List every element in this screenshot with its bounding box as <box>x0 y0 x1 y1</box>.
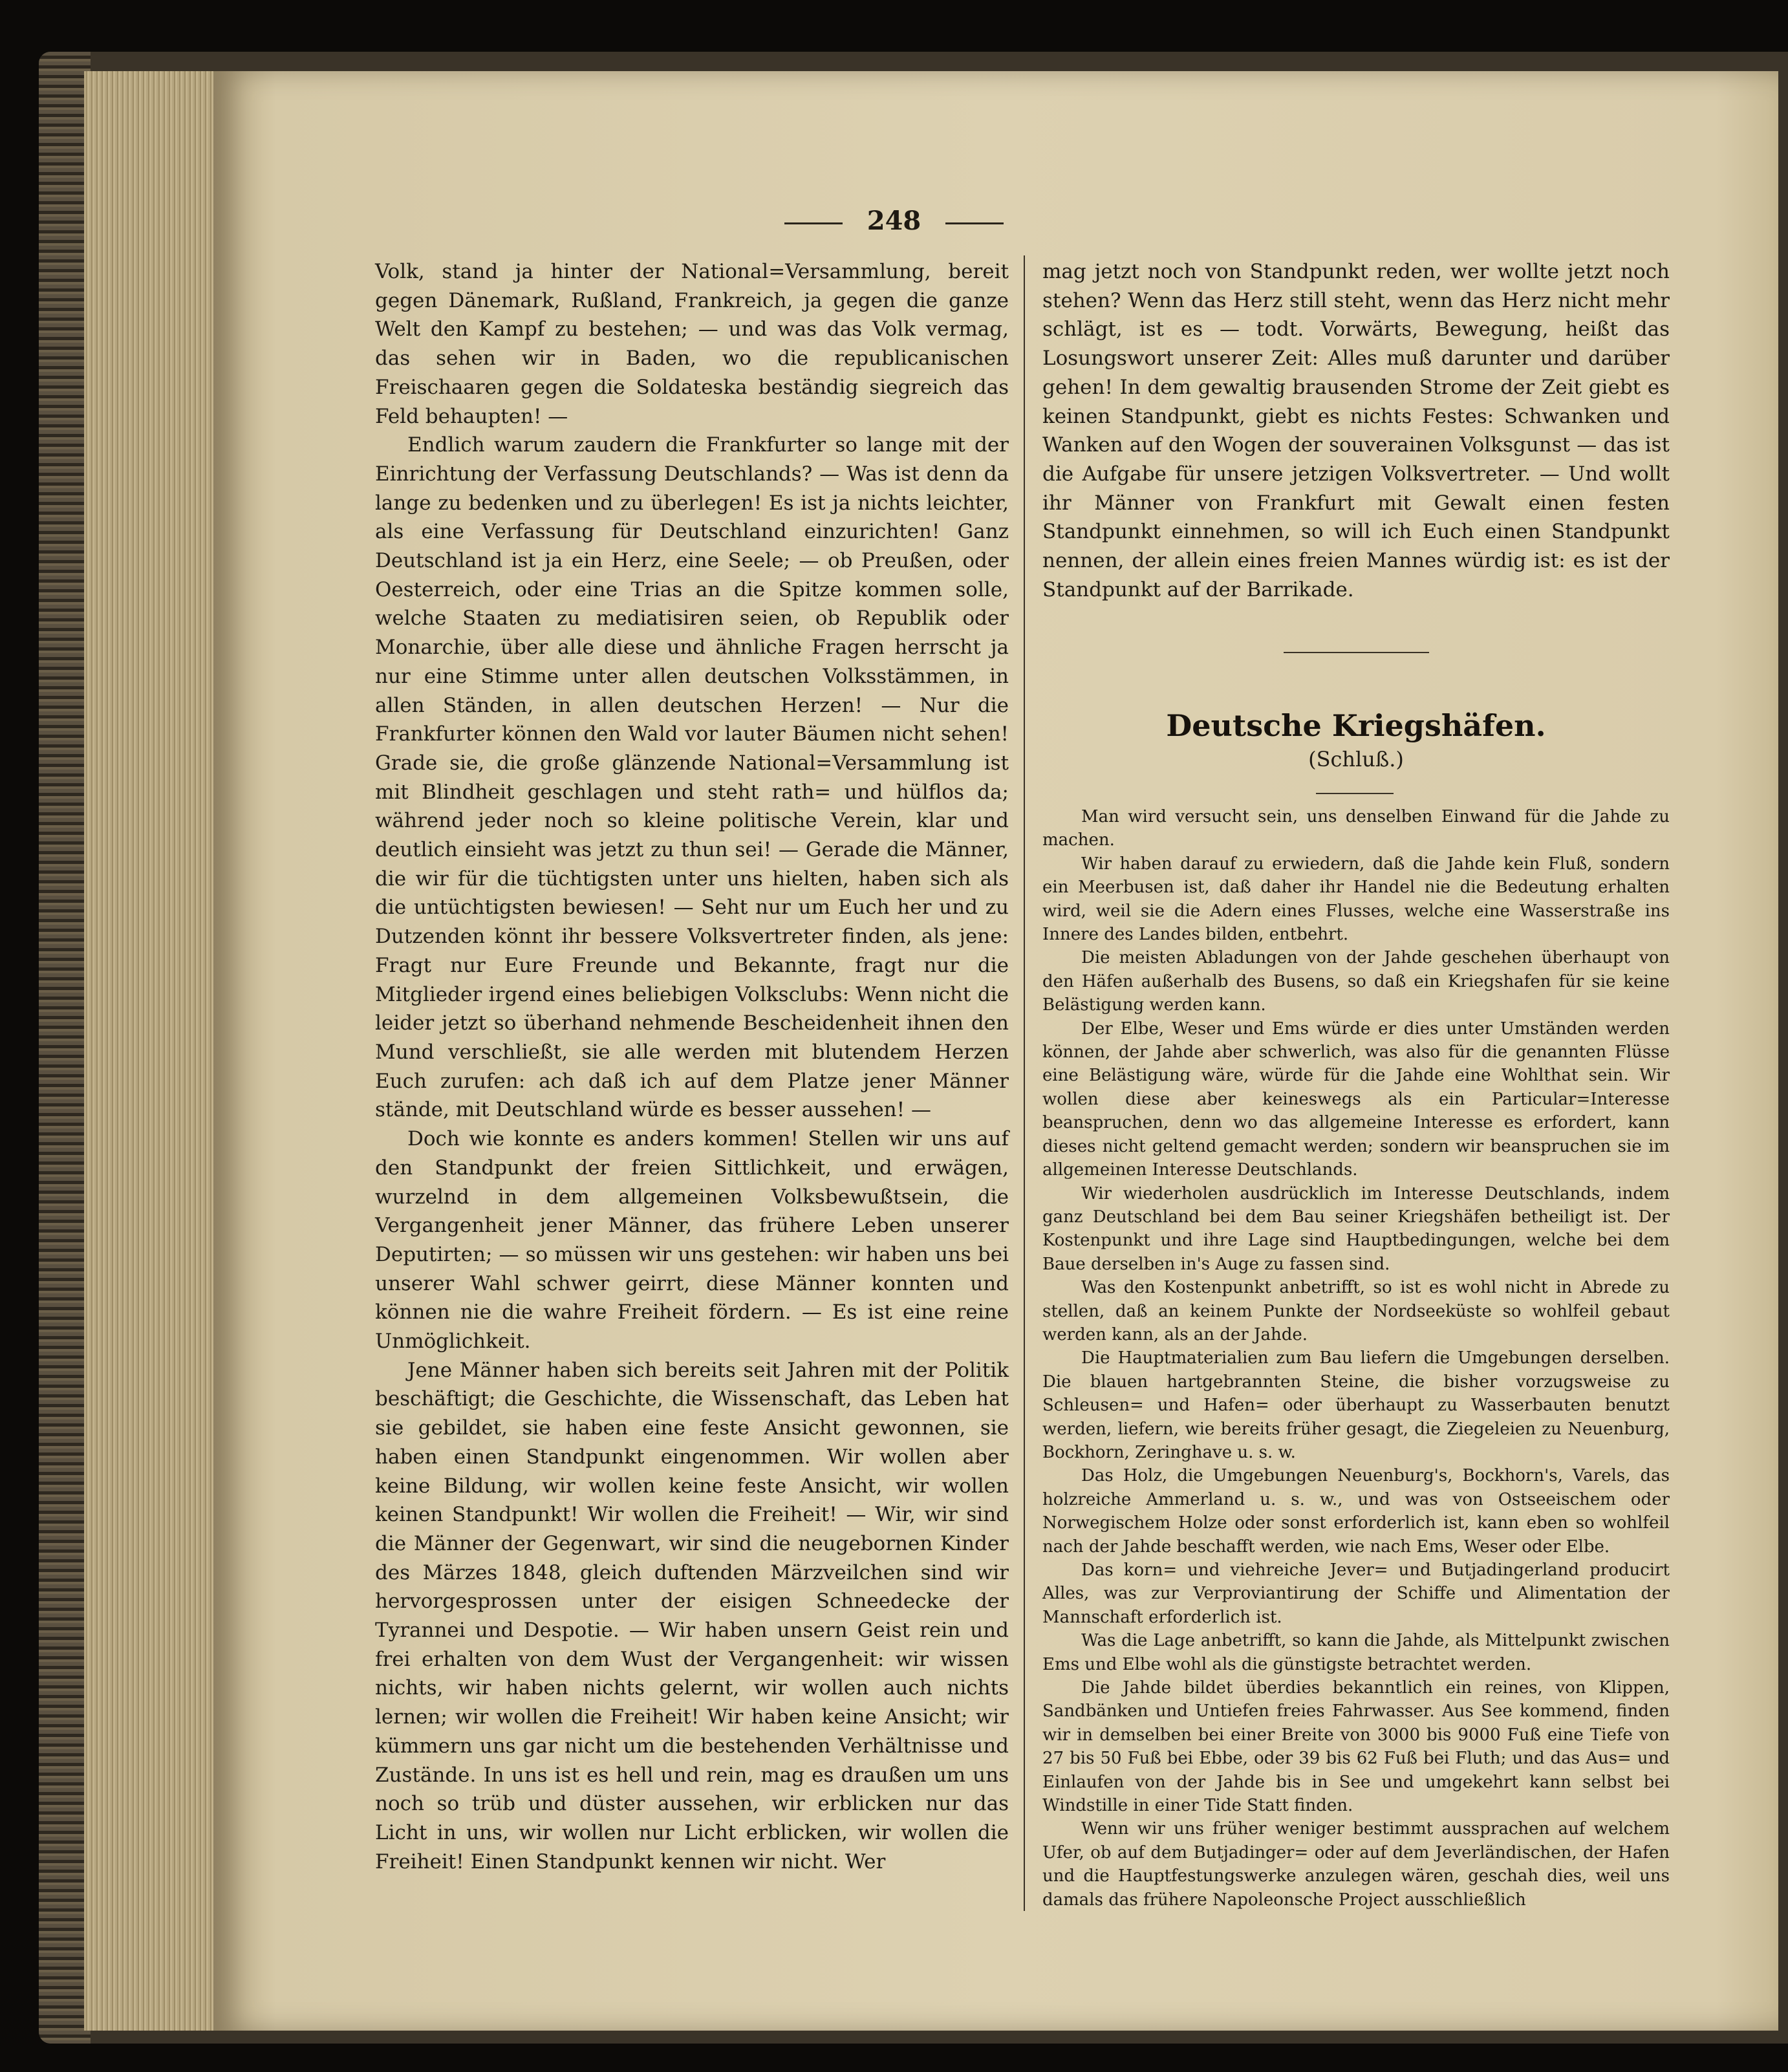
article-paragraph: Man wird versucht sein, uns denselben Einwand für die Jahde zu machen. <box>1042 807 1670 850</box>
article-paragraph: Wir haben darauf zu erwiedern, daß die Jahde kein Fluß, sondern ein Meerbusen ist, daß daher ihr Handel nie die Bedeutung erhalten wird, weil sie die Adern eines Flusses, welche eine Wasserstraße ins Innere des Landes bilden, entbehrt. <box>1042 854 1670 945</box>
right-paragraph: mag jetzt noch von Standpunkt reden, wer wollte jetzt noch stehen? Wenn das Herz still steht, wenn das Herz nicht mehr schlägt, ist es — todt. Vorwärts, Bewegung, heißt das Losungswort unserer Zeit: Alles muß darunter und darüber gehen! In dem gewaltig brausenden Strome der Zeit giebt es keinen Standpunkt, giebt es nichts Festes: Schwanken und Wanken auf den Wogen der souverainen Volksgunst — das ist die Aufgabe für unsere jetzigen Volksvertreter. — Und wollt ihr Männer von Frankfurt mit Gewalt einen festen Standpunkt einnehmen, so will ich Euch einen Standpunkt nennen, der allein eines freien Mannes würdig ist: es ist der Standpunkt auf der Barrikade. <box>1042 260 1670 601</box>
column-divider <box>1024 255 1025 1911</box>
article-subtitle: (Schluß.) <box>1308 747 1404 772</box>
left-paragraph: Endlich warum zaudern die Frankfurter so lange mit der Einrichtung der Verfassung Deutschlands? — Was ist denn da lange zu bedenken und zu überlegen! Es ist ja nichts leichter, als eine Verfassung für Deutschland einzurichten! Ganz Deutschland ist ja ein Herz, eine Seele; — ob Preußen, oder Oesterreich, oder eine Trias an die Spitze kommen solle, welche Staaten zu mediatisiren seien, ob Republik oder Monarchie, über alle diese und ähnliche Fragen herrscht ja nur eine Stimme unter allen deutschen Volksstämmen, in allen Ständen, in allen deutschen Herzen! — Nur die Frankfurter können den Wald vor lauter Bäumen nicht sehen! Grade sie, die große glänzende National=Versammlung ist mit Blindheit geschlagen und steht rath= und hülflos da; während jeder noch so kleine politische Verein, klar und deutlich einsieht was jetzt zu thun sei! — Gerade die Männer, die wir für die tüchtigsten unter uns hielten, haben sich als die untüchtigsten bewiesen! — Seht nur um Euch her und zu Dutzenden könnt ihr bessere Volksvertreter finden, als jene: Fragt nur Eure Freunde und Bekannte, fragt nur die Mitglieder irgend eines beliebigen Volksclubs: Wenn nicht die leider jetzt so überhand nehmende Bescheidenheit ihnen den Mund verschließt, sie alle werden mit blutendem Herzen Euch zurufen: ach daß ich auf dem Platze jener Männer stände, mit Deutschland würde es besser aussehen! — <box>375 433 1009 1122</box>
article-paragraph: Die Jahde bildet überdies bekanntlich ein reines, von Klippen, Sandbänken und Untiefen freies Fahrwasser. Aus See kommend, finden wir in demselben bei einer Breite von 3000 bis 9000 Fuß eine Tiefe von 27 bis 50 Fuß bei Ebbe, oder 39 bis 62 Fuß bei Fluth; und das Aus= und Einlaufen von der Jahde bis in See und umgekehrt kann selbst bei Windstille in einer Tide Statt finden. <box>1042 1678 1670 1816</box>
right-column-continuation <box>1042 257 1670 604</box>
article-paragraph: Der Elbe, Weser und Ems würde er dies unter Umständen werden können, der Jahde aber schwerlich, was also für die genannten Flüsse eine Belästigung wäre, würde für die Jahde eine Wohlthat sein. Wir wollen diese aber keineswegs als ein Particular=Interesse beanspruchen, denn wo das allgemeine Interesse es erfordert, kann dieses nicht geltend gemacht werden; sondern wir beanspruchen sie im allgemeinen Interesse Deutschlands. <box>1042 1019 1670 1180</box>
article-paragraph: Die Hauptmaterialien zum Bau liefern die Umgebungen derselben. Die blauen hartgebrannten Steine, die bisher vorzugsweise zu Schleusen= und Hafen= oder überhaupt zu Wasserbauten benutzt werden, liefern, wie bereits früher gesagt, die Ziegeleien zu Neuenburg, Bockhorn, Zeringhave u. s. w. <box>1042 1348 1670 1462</box>
book-spine-edge <box>39 52 91 2044</box>
left-paragraph: Doch wie konnte es anders kommen! Stellen wir uns auf den Standpunkt der freien Sittlichkeit, und erwägen, wurzelnd in dem allgemeinen Volksbewußtsein, die Vergangenheit jener Männer, das frühere Leben unserer Deputirten; — so müssen wir uns gestehen: wir haben uns bei unserer Wahl schwer geirrt, diese Männer konnten und können nie die wahre Freiheit fördern. — Es ist eine reine Unmöglichkeit. <box>375 1127 1009 1354</box>
article-paragraph: Das korn= und viehreiche Jever= und Butjadingerland producirt Alles, was zur Verproviantirung der Schiffe und Alimentation der Mannschaft erforderlich ist. <box>1042 1560 1670 1627</box>
page-number: 248 <box>867 206 921 236</box>
left-paragraph: Volk, stand ja hinter der National=Versammlung, bereit gegen Dänemark, Rußland, Frankreich, ja gegen die ganze Welt den Kampf zu bestehen; — und was das Volk vermag, das sehen wir in Baden, wo die republicanischen Freischaaren gegen die Soldateska beständig siegreich das Feld behaupten! — <box>375 260 1009 428</box>
article-paragraph: Die meisten Abladungen von der Jahde geschehen überhaupt von den Häfen außerhalb des Busens, so daß ein Kriegshafen für sie keine Belästigung werden kann. <box>1042 948 1670 1015</box>
page-header <box>0 206 1788 236</box>
title-underline <box>1316 793 1394 794</box>
header-rule-left <box>784 222 843 224</box>
left-column <box>375 257 1009 1876</box>
article-body <box>1042 805 1670 1912</box>
left-paragraph: Jene Männer haben sich bereits seit Jahren mit der Politik beschäftigt; die Geschichte, die Wissenschaft, das Leben hat sie gebildet, sie haben eine feste Ansicht gewonnen, sie haben einen Standpunkt eingenommen. Wir wollen aber keine Bildung, wir wollen keine feste Ansicht, wir wollen keinen Standpunkt! Wir wollen die Freiheit! — Wir, wir sind die Männer der Gegenwart, wir sind die neugebornen Kinder des Märzes 1848, gleich duftenden Märzveilchen sind wir hervorgesprossen unter der eisigen Schneedecke der Tyrannei und Despotie. — Wir haben unsern Geist rein und frei erhalten von dem Wust der Vergangenheit: wir wissen nichts, wir haben nichts gelernt, wir wollen auch nichts lernen; wir wollen die Freiheit! Wir haben keine Ansicht; wir kümmern uns gar nicht um die bestehenden Verhältnisse und Zustände. In uns ist es hell und rein, mag es draußen um uns noch so trüb und düster aussehen, wir erblicken nur das Licht in uns, wir wollen nur Licht erblicken, wir wollen die Freiheit! Einen Standpunkt kennen wir nicht. Wer <box>375 1358 1009 1873</box>
article-paragraph: Das Holz, die Umgebungen Neuenburg's, Bockhorn's, Varels, das holzreiche Ammerland u. s. w., und was von Ostseeischem oder Norwegischem Holze oder sonst erforderlich ist, kann eben so wohlfeil nach der Jahde beschafft werden, wie nach Ems, Weser oder Elbe. <box>1042 1466 1670 1557</box>
article-paragraph: Wenn wir uns früher weniger bestimmt aussprachen auf welchem Ufer, ob auf dem Butjadinger= oder auf dem Jeverländischen, der Hafen und die Hauptfestungswerke anzulegen wären, geschah dies, weil uns damals das frühere Napoleonsche Project ausschließlich <box>1042 1819 1670 1910</box>
header-rule-right <box>945 222 1004 224</box>
article-title: Deutsche Kriegshäfen. <box>1166 708 1546 743</box>
article-paragraph: Was den Kostenpunkt anbetrifft, so ist es wohl nicht in Abrede zu stellen, daß an keinem Punkte der Nordseeküste so wohlfeil gebaut werden kann, als an der Jahde. <box>1042 1278 1670 1344</box>
article-separator <box>1284 652 1429 653</box>
article-paragraph: Wir wiederholen ausdrücklich im Interesse Deutschlands, indem ganz Deutschland bei dem Bau seiner Kriegshäfen betheiligt ist. Der Kostenpunkt und ihre Lage sind Hauptbedingungen, welche bei dem Baue derselben in's Auge zu fassen sind. <box>1042 1183 1670 1274</box>
article-paragraph: Was die Lage anbetrifft, so kann die Jahde, als Mittelpunkt zwischen Ems und Elbe wohl als die günstigste betrachtet werden. <box>1042 1631 1670 1674</box>
